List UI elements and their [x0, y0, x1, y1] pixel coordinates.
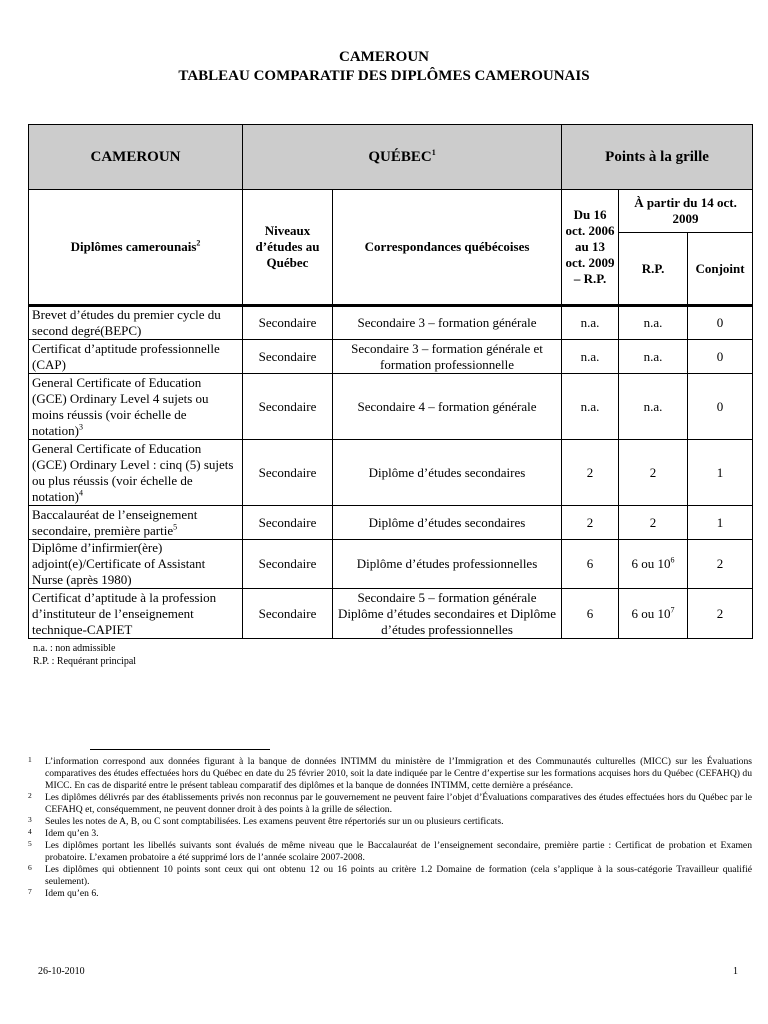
- diploma-cell: Certificat d’aptitude professionnelle (CAP): [29, 340, 243, 374]
- diploma-cell: General Certificate of Education (GCE) Ordinary Level 4 sujets ou moins réussis (voir échelle de notation)$^3$: [29, 374, 243, 440]
- table-row: [29, 440, 753, 506]
- level-cell: Secondaire: [243, 340, 333, 374]
- table-row: [29, 540, 753, 589]
- points-period1-cell: 2: [562, 506, 619, 540]
- points-rp-cell: 6 ou $10^6$: [619, 540, 688, 589]
- level-cell: Secondaire: [243, 440, 333, 506]
- table-row: [29, 340, 753, 374]
- header-cameroun: CAMEROUN: [29, 125, 243, 190]
- level-cell: Secondaire: [243, 540, 333, 589]
- diploma-cell: Baccalauréat de l’enseignement secondaire, première partie$^5$: [29, 506, 243, 540]
- footnote: 5 Les diplômes portant les libellés suivants sont évalués de même niveau que le Baccalauréat de l’enseignement secondaire, première partie : Certificat de probation et Examen probatoire. L’examen probatoire a été supprimé lors de l’année scolaire 2007-2008.: [28, 839, 752, 863]
- points-spouse-cell: 0: [688, 306, 753, 340]
- abbreviation-rp: R.P. : Requérant principal: [33, 656, 137, 667]
- points-period1-cell: n.a.: [562, 340, 619, 374]
- diploma-cell: Diplôme d’infirmier(ère) adjoint(e)/Certificate of Assistant Nurse (après 1980): [29, 540, 243, 589]
- correspondence-cell: Secondaire 3 – formation générale: [333, 306, 562, 340]
- points-period1-cell: 2: [562, 440, 619, 506]
- points-spouse-cell: 0: [688, 374, 753, 440]
- diploma-cell: Certificat d’aptitude à la profession d’instituteur de l’enseignement technique-CAPIET: [29, 589, 243, 639]
- table-header-row: [29, 125, 753, 190]
- table-row: [29, 306, 753, 340]
- subheader-period-2006-2009: Du 16 oct. 2006 au 13 oct. 2009 – R.P.: [562, 190, 619, 306]
- level-cell: Secondaire: [243, 374, 333, 440]
- points-period1-cell: 6: [562, 589, 619, 639]
- diploma-cell: Brevet d’études du premier cycle du second degré(BEPC): [29, 306, 243, 340]
- header-points: Points à la grille: [562, 125, 753, 190]
- correspondence-cell: Secondaire 5 – formation générale Diplôme d’études secondaires et Diplôme d’études professionnelles: [333, 589, 562, 639]
- points-rp-cell: 6 ou $10^7$: [619, 589, 688, 639]
- subheader-spouse: Conjoint: [688, 233, 753, 306]
- points-period1-cell: 6: [562, 540, 619, 589]
- table-row: [29, 374, 753, 440]
- points-rp-cell: n.a.: [619, 340, 688, 374]
- correspondence-cell: Diplôme d’études secondaires: [333, 506, 562, 540]
- level-cell: Secondaire: [243, 589, 333, 639]
- table-row: [29, 506, 753, 540]
- subheader-diplomas: Diplômes camerounais$^2$: [29, 190, 243, 306]
- level-cell: Secondaire: [243, 506, 333, 540]
- points-spouse-cell: 1: [688, 440, 753, 506]
- correspondence-cell: Secondaire 3 – formation générale et formation professionnelle: [333, 340, 562, 374]
- points-spouse-cell: 1: [688, 506, 753, 540]
- subheader-levels: Niveaux d’études au Québec: [243, 190, 333, 306]
- points-rp-cell: 2: [619, 440, 688, 506]
- points-spouse-cell: 2: [688, 540, 753, 589]
- footnote-separator: [90, 749, 270, 750]
- subheader-period-2009: À partir du 14 oct. 2009: [619, 190, 753, 233]
- correspondence-cell: Diplôme d’études professionnelles: [333, 540, 562, 589]
- title-country: CAMEROUN: [339, 49, 429, 65]
- diploma-comparison-table: [28, 124, 753, 639]
- points-spouse-cell: 2: [688, 589, 753, 639]
- subheader-correspondence: Correspondances québécoises: [333, 190, 562, 306]
- points-rp-cell: n.a.: [619, 306, 688, 340]
- abbreviation-na: n.a. : non admissible: [33, 643, 116, 654]
- footnote: 1 L’information correspond aux données figurant à la banque de données INTIMM du ministère de l’Immigration et des Communautés culturelles (MICC) sur les Évaluations comparatives des études effectuées hors du Québec en date du 25 février 2010, soit la date indiquée par le Centre d’expertise sur les formations acquises hors du Québec (CEFAHQ) du MICC. En cas de disparité entre le présent tableau comparatif des diplômes et la banque de données INTIMM, cette dernière a préséance.: [28, 755, 752, 791]
- page-title: TABLEAU COMPARATIF DES DIPLÔMES CAMEROUNAIS: [178, 68, 590, 84]
- correspondence-cell: Diplôme d’études secondaires: [333, 440, 562, 506]
- points-rp-cell: n.a.: [619, 374, 688, 440]
- footnote: 3 Seules les notes de A, B, ou C sont comptabilisées. Les examens peuvent être répertoriés sur un ou plusieurs certificats.: [28, 815, 504, 827]
- page-number: 1: [733, 966, 738, 977]
- footnote: 6 Les diplômes qui obtiennent 10 points sont ceux qui ont obtenu 12 ou 16 points au critère 1.2 Domaine de formation (cela s’applique à la sous-catégorie Travailleur qualifié seulement).: [28, 863, 752, 887]
- diploma-cell: General Certificate of Education (GCE) Ordinary Level : cinq (5) sujets ou plus réussis (voir échelle de notation)$^4$: [29, 440, 243, 506]
- points-period1-cell: n.a.: [562, 374, 619, 440]
- footnote: 4 Idem qu’en 3.: [28, 827, 99, 839]
- footnote: 7 Idem qu’en 6.: [28, 887, 99, 899]
- points-rp-cell: 2: [619, 506, 688, 540]
- footnotes: [28, 756, 752, 900]
- table-subheader-row: [29, 190, 753, 233]
- table-row: [29, 589, 753, 639]
- footnote: 2 Les diplômes délivrés par des établissements privés non reconnus par le gouvernement ne peuvent faire l’objet d’Évaluations comparatives des études effectuées hors du Québec par le CEFAHQ et, conséquemment, ne peuvent donner droit à des points à la grille de sélection.: [28, 791, 752, 815]
- subheader-rp: R.P.: [619, 233, 688, 306]
- footer-date: 26-10-2010: [38, 966, 85, 977]
- header-quebec: QUÉBEC$^1$: [243, 125, 562, 190]
- points-period1-cell: n.a.: [562, 306, 619, 340]
- points-spouse-cell: 0: [688, 340, 753, 374]
- correspondence-cell: Secondaire 4 – formation générale: [333, 374, 562, 440]
- level-cell: Secondaire: [243, 306, 333, 340]
